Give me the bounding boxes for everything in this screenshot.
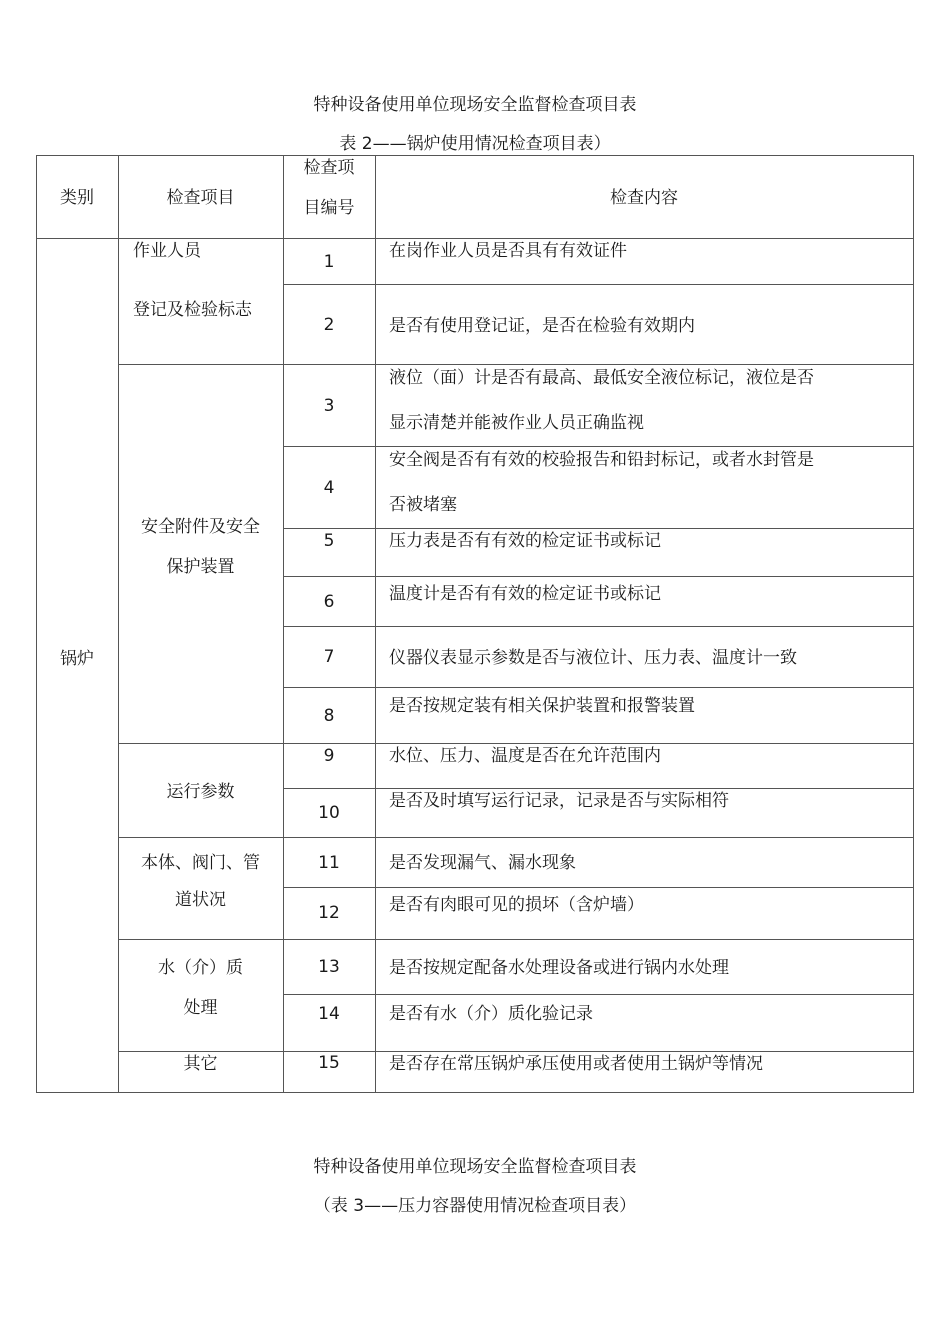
row-divider	[283, 887, 914, 888]
header-bottom-line	[36, 238, 914, 239]
group-label: 运行参数	[166, 782, 235, 802]
row-number: 1	[323, 252, 335, 272]
row-divider	[283, 446, 914, 447]
row-number: 5	[323, 531, 335, 551]
group-label: 登记及检验标志	[133, 300, 252, 320]
row-number: 8	[323, 706, 335, 726]
row-content: 是否及时填写运行记录，记录是否与实际相符	[389, 791, 729, 811]
group-divider	[118, 1051, 914, 1052]
group-label: 保护装置	[166, 557, 235, 577]
category-cell: 锅炉	[60, 649, 94, 669]
row-content: 是否有使用登记证，是否在检验有效期内	[389, 316, 695, 336]
row-content: 是否按规定装有相关保护装置和报警装置	[389, 696, 695, 716]
row-number: 14	[318, 1004, 340, 1024]
row-number: 4	[323, 478, 335, 498]
next-page-title: 特种设备使用单位现场安全监督检查项目表	[313, 1157, 637, 1177]
row-number: 3	[323, 396, 335, 416]
group-label: 水（介）质	[158, 958, 243, 978]
header-category: 类别	[60, 188, 94, 208]
group-divider	[118, 837, 914, 838]
row-content: 否被堵塞	[389, 495, 457, 515]
group-divider	[118, 939, 914, 940]
row-content: 是否按规定配备水处理设备或进行锅内水处理	[389, 958, 729, 978]
group-divider	[118, 364, 914, 365]
group-divider	[118, 743, 914, 744]
header-item: 检查项目	[166, 188, 235, 208]
row-divider	[283, 576, 914, 577]
row-number: 12	[318, 903, 340, 923]
row-divider	[283, 626, 914, 627]
table-border-top	[36, 155, 914, 156]
row-divider	[283, 994, 914, 995]
header-number-line1: 检查项	[303, 158, 355, 178]
row-content: 是否有水（介）质化验记录	[389, 1004, 593, 1024]
table-border-left	[36, 155, 37, 1093]
column-divider	[375, 155, 376, 1093]
group-label: 其它	[183, 1054, 218, 1074]
row-number: 15	[318, 1053, 340, 1073]
group-label: 道状况	[175, 890, 226, 910]
row-content: 仪器仪表显示参数是否与液位计、压力表、温度计一致	[389, 648, 797, 668]
header-number-line2: 目编号	[303, 198, 355, 218]
column-divider	[118, 155, 119, 1093]
row-content: 液位（面）计是否有最高、最低安全液位标记，液位是否	[389, 368, 814, 388]
row-number: 11	[318, 853, 340, 873]
row-number: 2	[323, 315, 335, 335]
row-content: 水位、压力、温度是否在允许范围内	[389, 746, 661, 766]
row-content: 温度计是否有有效的检定证书或标记	[389, 584, 661, 604]
row-content: 是否发现漏气、漏水现象	[389, 853, 576, 873]
row-content: 在岗作业人员是否具有有效证件	[389, 241, 627, 261]
table-subtitle: 表 2——锅炉使用情况检查项目表）	[339, 134, 611, 154]
row-content: 压力表是否有有效的检定证书或标记	[389, 531, 661, 551]
row-content: 是否有肉眼可见的损坏（含炉墙）	[389, 895, 644, 915]
group-label: 作业人员	[133, 241, 201, 261]
row-content: 显示清楚并能被作业人员正确监视	[389, 413, 644, 433]
row-number: 9	[323, 746, 335, 766]
next-table-subtitle: （表 3——压力容器使用情况检查项目表）	[313, 1196, 637, 1216]
row-number: 7	[323, 647, 335, 667]
row-number: 6	[323, 592, 335, 612]
group-label: 安全附件及安全	[141, 517, 260, 537]
header-content: 检查内容	[610, 188, 678, 208]
row-content: 是否存在常压锅炉承压使用或者使用土锅炉等情况	[389, 1054, 763, 1074]
table-border-right	[913, 155, 914, 1093]
row-divider	[283, 687, 914, 688]
row-content: 安全阀是否有有效的校验报告和铅封标记，或者水封管是	[389, 450, 814, 470]
table-border-bottom	[36, 1092, 914, 1093]
column-divider	[283, 155, 284, 1093]
row-number: 10	[318, 803, 340, 823]
page-title: 特种设备使用单位现场安全监督检查项目表	[313, 95, 637, 115]
group-label: 处理	[183, 998, 218, 1018]
row-divider	[283, 528, 914, 529]
row-number: 13	[318, 957, 340, 977]
row-divider	[283, 788, 914, 789]
row-divider	[283, 284, 914, 285]
group-label: 本体、阀门、管	[141, 853, 260, 873]
